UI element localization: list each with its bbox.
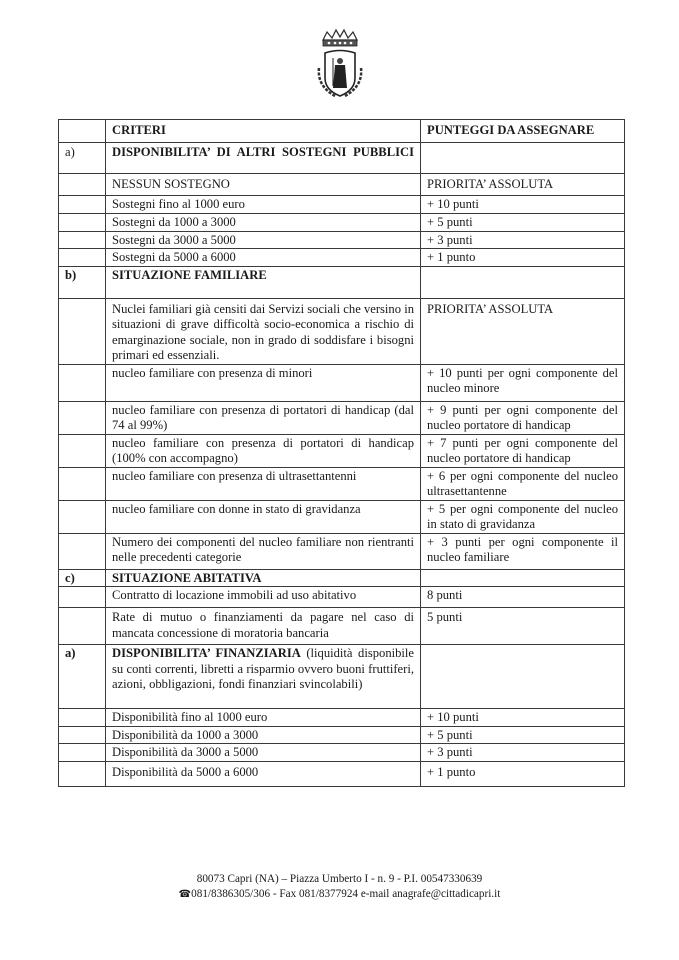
section-row bbox=[59, 266, 625, 298]
table-row bbox=[59, 401, 625, 434]
row-score: + 7 punti per ogni componente del nucleo portatore di handicap bbox=[421, 434, 625, 467]
section-row bbox=[59, 645, 625, 709]
section-row bbox=[59, 569, 625, 587]
row-criterion: Numero dei componenti del nucleo familiare non rientranti nelle precedenti categorie bbox=[106, 533, 421, 569]
row-letter bbox=[59, 174, 106, 196]
phone-icon: ☎ bbox=[178, 889, 192, 900]
row-score bbox=[421, 143, 625, 174]
row-letter bbox=[59, 500, 106, 533]
row-score: + 9 punti per ogni componente del nucleo portatore di handicap bbox=[421, 401, 625, 434]
header-criteri: CRITERI bbox=[106, 120, 421, 143]
row-criterion: Contratto di locazione immobili ad uso abitativo bbox=[106, 587, 421, 608]
table-row bbox=[59, 364, 625, 401]
row-score: + 5 per ogni componente del nucleo in stato di gravidanza bbox=[421, 500, 625, 533]
criterion-detail: (liquidità disponibile su conti correnti, libretti a risparmio ovvero buoni fruttiferi, azioni, obbligazioni, fondi finanziari svincolabili) bbox=[112, 646, 414, 691]
row-criterion: Disponibilità da 5000 a 6000 bbox=[106, 762, 421, 787]
header-punteggi: PUNTEGGI DA ASSEGNARE bbox=[421, 120, 625, 143]
row-letter: a) bbox=[59, 645, 106, 709]
row-letter bbox=[59, 762, 106, 787]
row-criterion: Sostegni da 1000 a 3000 bbox=[106, 214, 421, 232]
row-score: PRIORITA’ ASSOLUTA bbox=[421, 174, 625, 196]
row-score bbox=[421, 266, 625, 298]
table-row bbox=[59, 709, 625, 727]
row-score: 5 punti bbox=[421, 608, 625, 645]
row-letter bbox=[59, 587, 106, 608]
row-criterion: Nuclei familiari già censiti dai Servizi sociali che versino in situazioni di grave difficoltà socio-economica a rischio di emarginazione sociale, non in grado di soddisfare i bisogni primari ed essenziali. bbox=[106, 298, 421, 364]
row-letter bbox=[59, 249, 106, 267]
row-criterion: Disponibilità da 1000 a 3000 bbox=[106, 726, 421, 744]
row-score: + 3 punti bbox=[421, 744, 625, 762]
row-score: + 6 per ogni componente del nucleo ultrasettantenne bbox=[421, 467, 625, 500]
coat-of-arms-icon bbox=[305, 28, 375, 100]
header-blank bbox=[59, 120, 106, 143]
table-row bbox=[59, 196, 625, 214]
row-criterion: NESSUN SOSTEGNO bbox=[106, 174, 421, 196]
row-criterion: SITUAZIONE ABITATIVA bbox=[106, 569, 421, 587]
table-row bbox=[59, 608, 625, 645]
row-letter: a) bbox=[59, 143, 106, 174]
table-row bbox=[59, 467, 625, 500]
row-letter bbox=[59, 401, 106, 434]
row-criterion: Sostegni fino al 1000 euro bbox=[106, 196, 421, 214]
table-row bbox=[59, 744, 625, 762]
row-criterion: Sostegni da 3000 a 5000 bbox=[106, 231, 421, 249]
row-letter bbox=[59, 364, 106, 401]
table-row bbox=[59, 298, 625, 364]
row-score: 8 punti bbox=[421, 587, 625, 608]
row-criterion: nucleo familiare con donne in stato di gravidanza bbox=[106, 500, 421, 533]
row-score: + 3 punti bbox=[421, 231, 625, 249]
row-criterion: DISPONIBILITA’ DI ALTRI SOSTEGNI PUBBLICI bbox=[106, 143, 421, 174]
table-row bbox=[59, 434, 625, 467]
row-score bbox=[421, 645, 625, 709]
row-criterion: Sostegni da 5000 a 6000 bbox=[106, 249, 421, 267]
row-criterion: Rate di mutuo o finanziamenti da pagare nel caso di mancata concessione di moratoria bancaria bbox=[106, 608, 421, 645]
page-footer bbox=[0, 872, 679, 902]
row-letter: b) bbox=[59, 266, 106, 298]
row-criterion: nucleo familiare con presenza di portatori di handicap (100% con accompagno) bbox=[106, 434, 421, 467]
row-score: + 10 punti bbox=[421, 196, 625, 214]
footer-contacts bbox=[0, 887, 679, 902]
row-score bbox=[421, 569, 625, 587]
table-row bbox=[59, 587, 625, 608]
table-row bbox=[59, 214, 625, 232]
table-row bbox=[59, 174, 625, 196]
criterion-bold: DISPONIBILITA’ FINANZIARIA bbox=[112, 646, 301, 660]
row-score: PRIORITA’ ASSOLUTA bbox=[421, 298, 625, 364]
row-score: + 1 punto bbox=[421, 249, 625, 267]
footer-contacts-text: 081/8386305/306 - Fax 081/8377924 e-mail anagrafe@cittadicapri.it bbox=[191, 888, 501, 900]
row-criterion: nucleo familiare con presenza di ultrasettantenni bbox=[106, 467, 421, 500]
row-score: + 5 punti bbox=[421, 726, 625, 744]
row-letter bbox=[59, 196, 106, 214]
row-letter bbox=[59, 434, 106, 467]
row-letter bbox=[59, 298, 106, 364]
footer-address: 80073 Capri (NA) – Piazza Umberto I - n. 9 - P.I. 00547330639 bbox=[196, 873, 483, 885]
row-letter bbox=[59, 231, 106, 249]
criteria-table bbox=[58, 119, 625, 787]
row-letter bbox=[59, 467, 106, 500]
row-letter bbox=[59, 214, 106, 232]
row-score: + 1 punto bbox=[421, 762, 625, 787]
row-criterion: SITUAZIONE FAMILIARE bbox=[106, 266, 421, 298]
row-score: + 10 punti per ogni componente del nucleo minore bbox=[421, 364, 625, 401]
row-criterion: Disponibilità fino al 1000 euro bbox=[106, 709, 421, 727]
table-row bbox=[59, 500, 625, 533]
row-letter bbox=[59, 744, 106, 762]
table-row bbox=[59, 231, 625, 249]
table-header-row bbox=[59, 120, 625, 143]
table-row bbox=[59, 249, 625, 267]
row-criterion: nucleo familiare con presenza di portatori di handicap (dal 74 al 99%) bbox=[106, 401, 421, 434]
row-letter bbox=[59, 533, 106, 569]
row-letter: c) bbox=[59, 569, 106, 587]
row-score: + 5 punti bbox=[421, 214, 625, 232]
row-letter bbox=[59, 608, 106, 645]
row-letter bbox=[59, 726, 106, 744]
table-row bbox=[59, 533, 625, 569]
row-score: + 10 punti bbox=[421, 709, 625, 727]
row-criterion: nucleo familiare con presenza di minori bbox=[106, 364, 421, 401]
table-row bbox=[59, 762, 625, 787]
table-row bbox=[59, 726, 625, 744]
row-criterion bbox=[106, 645, 421, 709]
row-score: + 3 punti per ogni componente il nucleo familiare bbox=[421, 533, 625, 569]
section-row bbox=[59, 143, 625, 174]
row-criterion: Disponibilità da 3000 a 5000 bbox=[106, 744, 421, 762]
row-letter bbox=[59, 709, 106, 727]
